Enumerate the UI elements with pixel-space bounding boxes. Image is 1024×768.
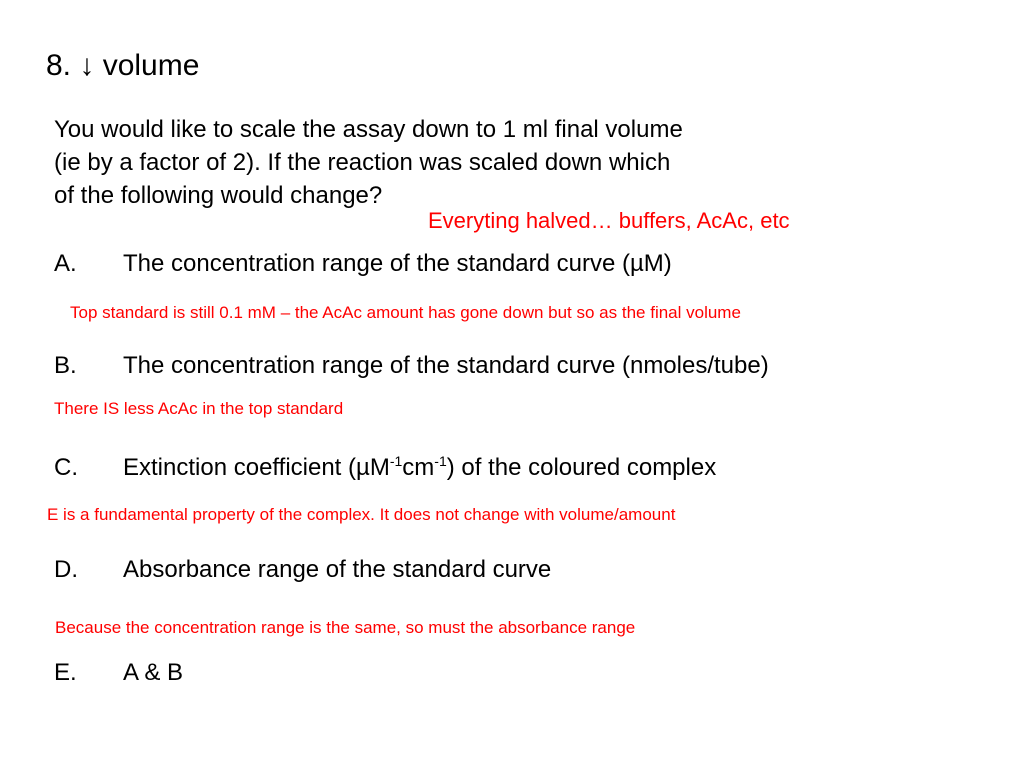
option-c-text xyxy=(123,454,716,481)
answer-note-b: There IS less AcAc in the top standard xyxy=(54,399,344,418)
option-a-text: The concentration range of the standard curve (µM) xyxy=(123,250,672,277)
answer-note-c: E is a fundamental property of the complex. It does not change with volume/amount xyxy=(47,505,676,524)
option-c-letter: C. xyxy=(54,454,78,481)
option-c-superscript-2: -1 xyxy=(434,453,447,469)
question-line-1: You would like to scale the assay down to 1 ml final volume xyxy=(54,116,683,143)
option-d-letter: D. xyxy=(54,556,78,583)
option-d-text: Absorbance range of the standard curve xyxy=(123,556,552,583)
option-e-letter: E. xyxy=(54,659,77,686)
option-d xyxy=(54,555,551,585)
question-line-2: (ie by a factor of 2). If the reaction was scaled down which xyxy=(54,149,671,176)
answer-note-general: Everyting halved… buffers, AcAc, etc xyxy=(428,208,790,233)
slide-title: 8. ↓ volume xyxy=(46,49,200,82)
option-b-letter: B. xyxy=(54,352,77,379)
option-c-text-part1: Extinction coefficient (µM xyxy=(123,454,390,481)
option-a xyxy=(54,249,672,279)
question-text xyxy=(54,113,814,212)
option-a-letter: A. xyxy=(54,250,77,277)
answer-note-d: Because the concentration range is the same, so must the absorbance range xyxy=(55,618,636,637)
option-b xyxy=(54,351,769,381)
option-c-text-part3: ) of the coloured complex xyxy=(446,454,717,481)
option-b-text: The concentration range of the standard curve (nmoles/tube) xyxy=(123,352,769,379)
option-e-text: A & B xyxy=(123,659,184,686)
answer-note-a: Top standard is still 0.1 mM – the AcAc amount has gone down but so as the final volume xyxy=(70,303,741,322)
option-c-text-part2: cm xyxy=(402,454,435,481)
question-line-3: of the following would change? xyxy=(54,182,383,209)
option-c-superscript-1: -1 xyxy=(389,453,403,469)
option-e xyxy=(54,658,183,688)
option-c xyxy=(54,453,716,483)
